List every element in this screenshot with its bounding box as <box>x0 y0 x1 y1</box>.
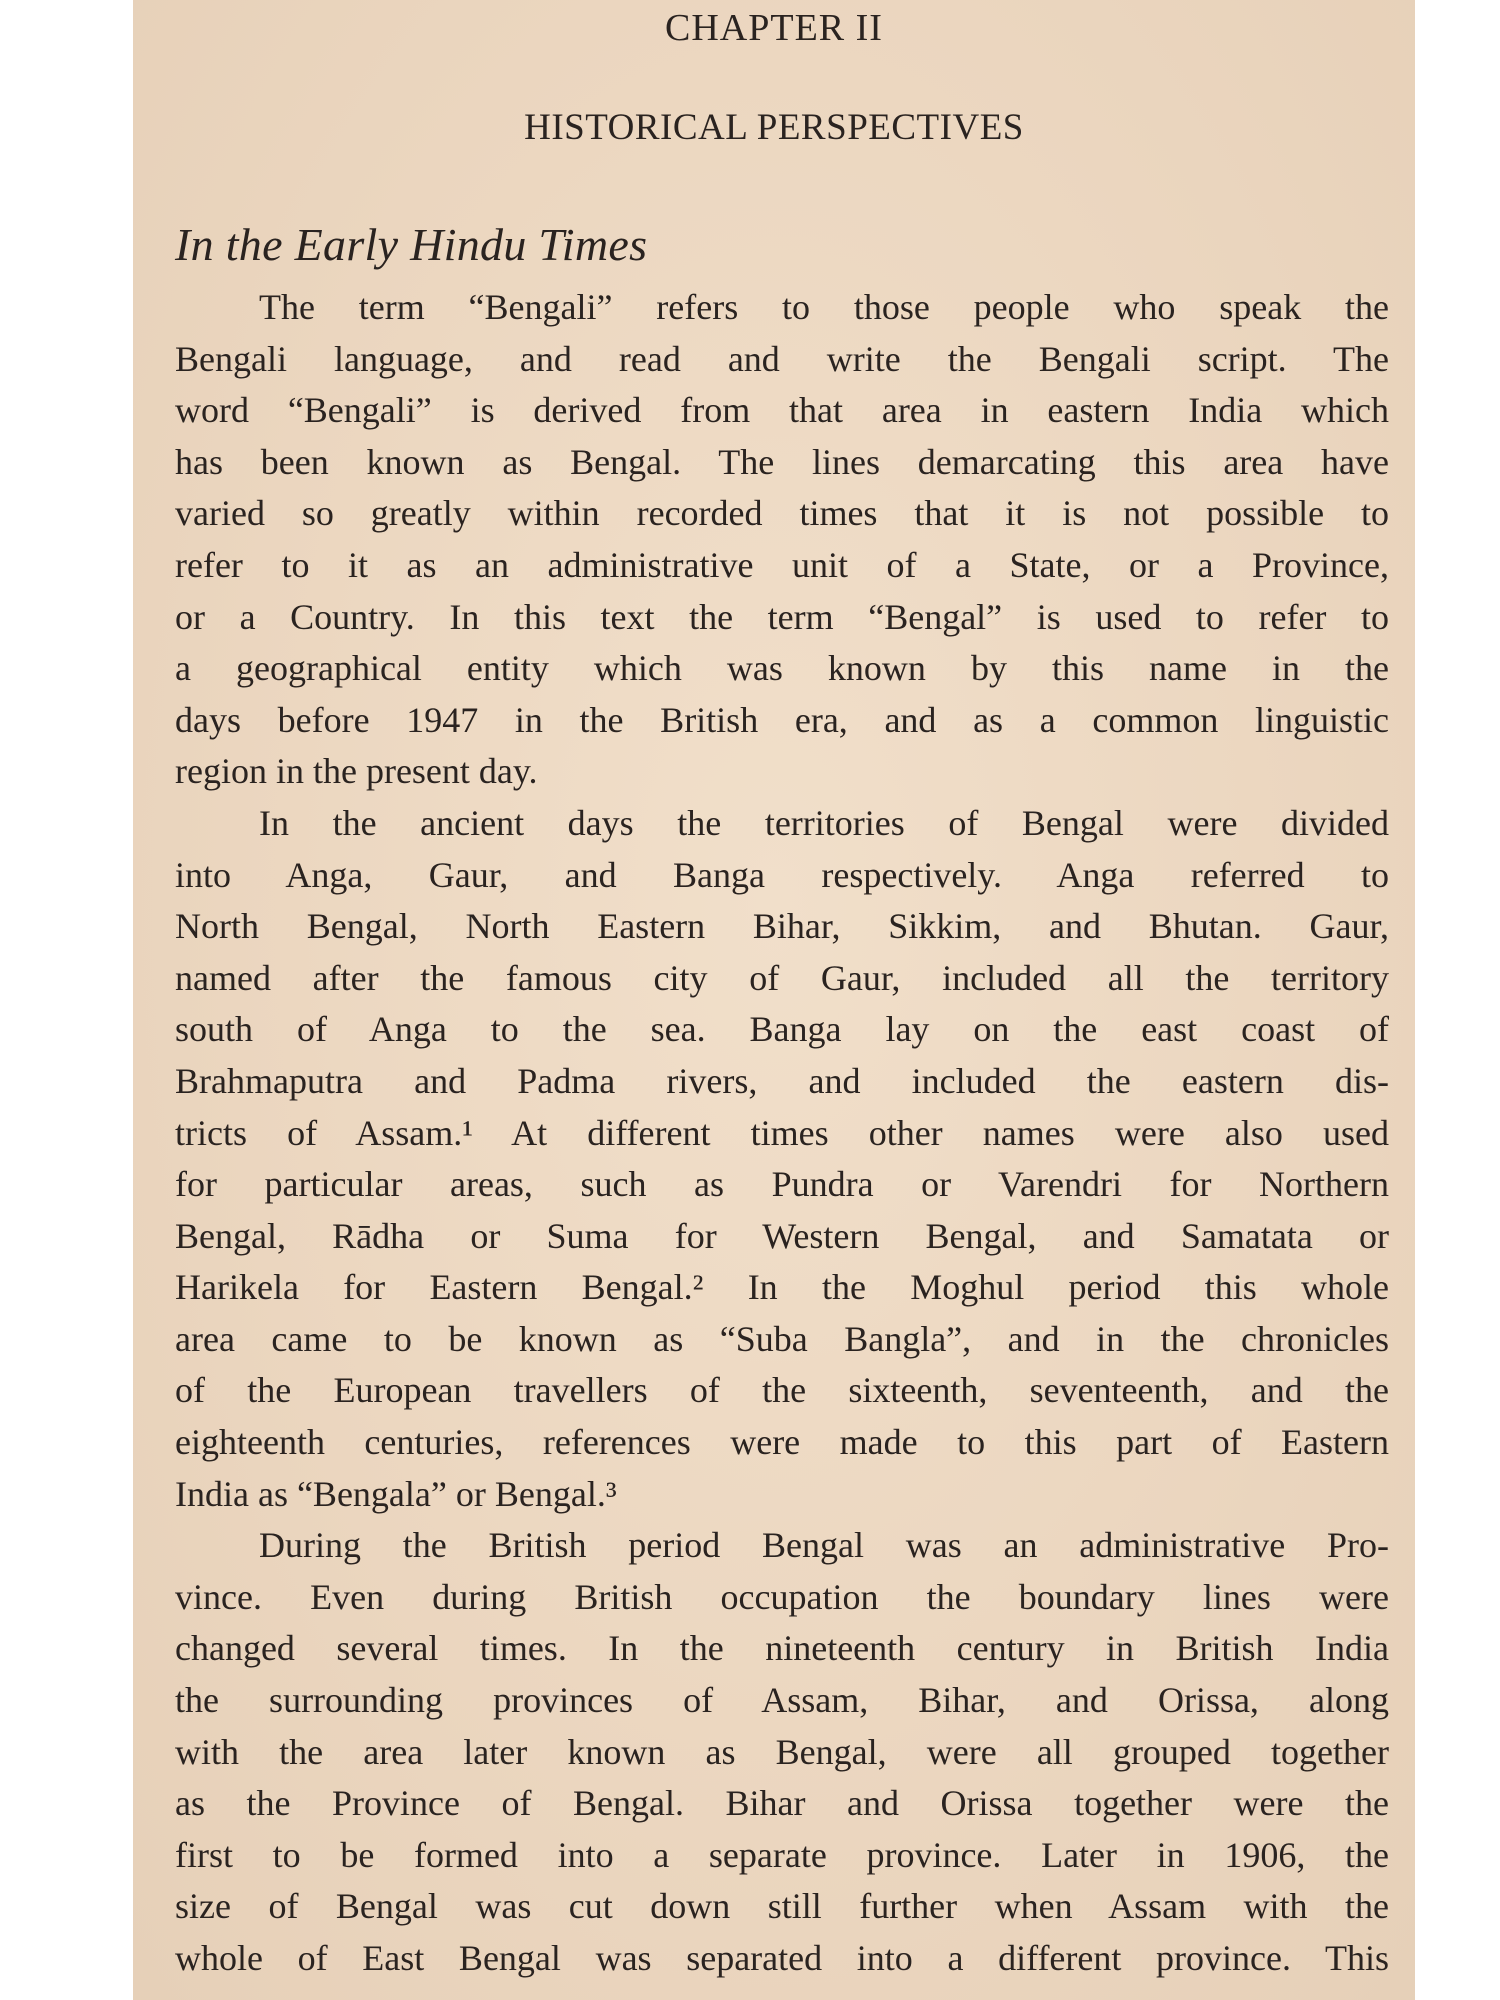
text-line: word “Bengali” is derived from that area in eastern India which <box>175 390 1389 431</box>
text-line: size of Bengal was cut down still further when Assam with the <box>175 1886 1389 1927</box>
text-line: refer to it as an administrative unit of a State, or a Province, <box>175 544 1389 585</box>
text-line: Brahmaputra and Padma rivers, and included the eastern dis- <box>175 1060 1389 1101</box>
text-line: eighteenth centuries, references were made to this part of Eastern <box>175 1422 1389 1463</box>
text-line: of the European travellers of the sixteenth, seventeenth, and the <box>175 1370 1389 1411</box>
text-line: region in the present day. <box>175 751 538 792</box>
text-line: the surrounding provinces of Assam, Bihar, and Orissa, along <box>175 1680 1389 1721</box>
chapter-number: CHAPTER II <box>665 7 883 49</box>
text-line: has been known as Bengal. The lines demarcating this area have <box>175 441 1389 482</box>
chapter-title: HISTORICAL PERSPECTIVES <box>524 107 1024 148</box>
text-line: with the area later known as Bengal, were all grouped together <box>175 1731 1389 1772</box>
text-line: whole of East Bengal was separated into a different province. This <box>175 1938 1389 1978</box>
text-line: first to be formed into a separate province. Later in 1906, the <box>175 1834 1389 1875</box>
text-line: varied so greatly within recorded times that it is not possible to <box>175 493 1389 534</box>
text-line: changed several times. In the nineteenth century in British India <box>175 1628 1389 1669</box>
text-line: The term “Bengali” refers to those people who speak the <box>259 287 1389 327</box>
text-line: Bengal, Rādha or Suma for Western Bengal, and Samatata or <box>175 1215 1389 1256</box>
book-page <box>133 0 1415 2000</box>
text-line: During the British period Bengal was an administrative Pro- <box>259 1525 1389 1566</box>
text-line: tricts of Assam.¹ At different times other names were also used <box>175 1112 1389 1153</box>
text-line: for particular areas, such as Pundra or Varendri for Northern <box>175 1164 1389 1205</box>
text-line: a geographical entity which was known by this name in the <box>175 648 1389 689</box>
text-line: into Anga, Gaur, and Banga respectively. Anga referred to <box>175 854 1389 895</box>
text-line: In the ancient days the territories of Bengal were divided <box>259 802 1389 843</box>
text-line: North Bengal, North Eastern Bihar, Sikkim, and Bhutan. Gaur, <box>175 906 1389 947</box>
text-line: south of Anga to the sea. Banga lay on the east coast of <box>175 1009 1389 1050</box>
text-line: Bengali language, and read and write the Bengali script. The <box>175 338 1389 379</box>
text-line: named after the famous city of Gaur, included all the territory <box>175 957 1389 998</box>
text-line: as the Province of Bengal. Bihar and Orissa together were the <box>175 1783 1389 1824</box>
body-text <box>175 282 1389 1985</box>
text-line: area came to be known as “Suba Bangla”, and in the chronicles <box>175 1318 1389 1359</box>
text-line: vince. Even during British occupation the boundary lines were <box>175 1576 1389 1617</box>
text-line: days before 1947 in the British era, and as a common linguistic <box>175 699 1389 740</box>
section-heading: In the Early Hindu Times <box>175 219 648 270</box>
text-line: Harikela for Eastern Bengal.² In the Moghul period this whole <box>175 1267 1389 1308</box>
text-line: or a Country. In this text the term “Bengal” is used to refer to <box>175 596 1389 637</box>
text-line: India as “Bengala” or Bengal.³ <box>175 1473 617 1514</box>
